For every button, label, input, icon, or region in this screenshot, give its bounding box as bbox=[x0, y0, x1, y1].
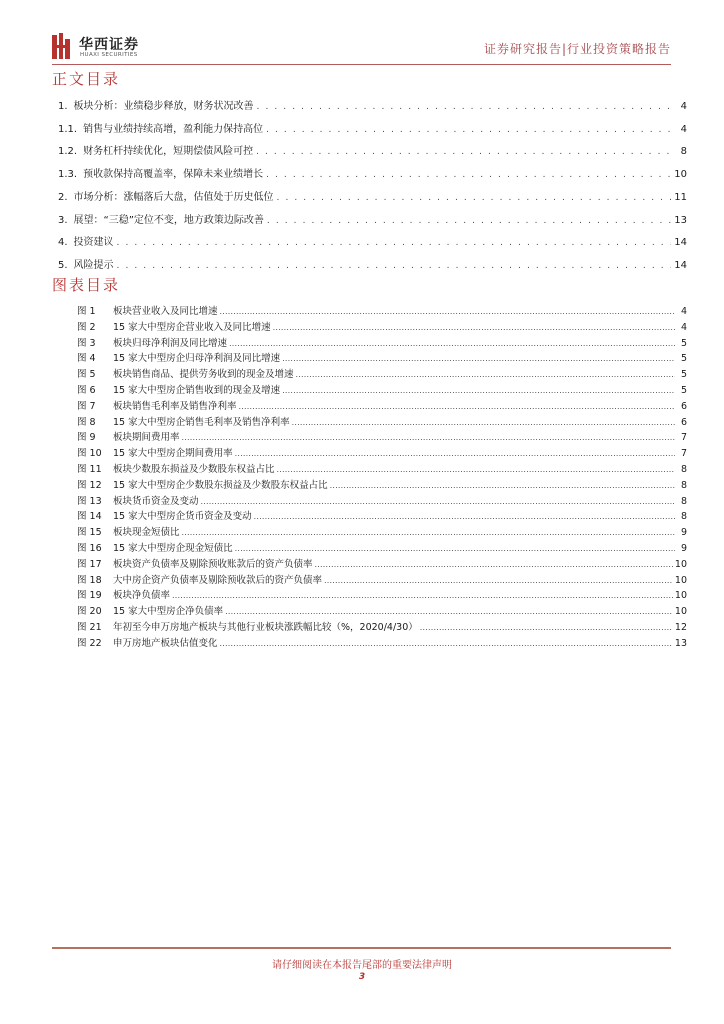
brand-name-en: HUAXI SECURITIES bbox=[80, 52, 138, 58]
figure-entry-label: 板块货币资金及变动 bbox=[113, 495, 199, 507]
toc-entry-label: 市场分析：涨幅落后大盘，估值处于历史低位 bbox=[73, 191, 274, 203]
figure-entry-number: 图 18 bbox=[77, 574, 102, 586]
figure-entry-label: 板块销售毛利率及销售净利率 bbox=[113, 400, 237, 412]
figure-entry[interactable] bbox=[77, 524, 687, 538]
figure-entry[interactable] bbox=[77, 540, 687, 554]
toc-entry-number: 2. bbox=[58, 191, 68, 203]
figure-entry-page: 10 bbox=[674, 590, 687, 602]
report-type: 证券研究报告|行业投资策略报告 bbox=[483, 42, 671, 56]
figure-entry-page: 12 bbox=[674, 622, 687, 633]
leader-dots bbox=[235, 544, 675, 553]
leader-dots bbox=[182, 528, 675, 537]
figure-entry-number: 图 9 bbox=[77, 432, 96, 444]
figure-entry-label: 15 家大中型房企期间费用率 bbox=[113, 448, 233, 460]
figure-entry-page: 4 bbox=[680, 321, 687, 333]
figure-entry-number: 图 12 bbox=[77, 479, 102, 491]
leader-dots bbox=[296, 370, 675, 379]
footer-divider bbox=[52, 947, 671, 949]
leader-dots bbox=[220, 307, 675, 316]
leader-dots bbox=[267, 216, 671, 226]
figure-entry-label: 15 家大中型房企净负债率 bbox=[113, 606, 224, 618]
leader-dots bbox=[201, 497, 675, 506]
leader-dots bbox=[324, 576, 673, 585]
legal-disclaimer: 请仔细阅读在本报告尾部的重要法律声明 bbox=[272, 960, 452, 971]
toc-entry-page: 8 bbox=[680, 146, 687, 158]
toc-entry-number: 4. bbox=[58, 237, 68, 249]
toc-entry[interactable] bbox=[58, 188, 687, 202]
figure-entry-label: 板块归母净利润及同比增速 bbox=[113, 337, 228, 349]
toc-entry-page: 14 bbox=[674, 237, 687, 249]
header-divider bbox=[52, 64, 671, 65]
figure-entry-label: 15 家大中型房企货币资金及变动 bbox=[113, 511, 252, 523]
figure-entry-label: 15 家大中型房企营业收入及同比增速 bbox=[113, 321, 271, 333]
figure-entry-label: 板块资产负债率及剔除预收账款后的资产负债率 bbox=[113, 558, 313, 570]
figure-entry-number: 图 16 bbox=[77, 543, 102, 554]
figure-entry-label: 15 家大中型房企销售收到的现金及增速 bbox=[113, 385, 281, 396]
figure-entry-page: 9 bbox=[680, 527, 687, 539]
leader-dots bbox=[117, 261, 672, 271]
leader-dots bbox=[225, 607, 673, 616]
toc-entry-label: 板块分析：业绩稳步释放，财务状况改善 bbox=[73, 101, 254, 112]
toc-entry-number: 5. bbox=[58, 259, 68, 271]
figure-entry-page: 6 bbox=[680, 400, 687, 412]
figure-entry-number: 图 7 bbox=[77, 400, 96, 412]
figure-entry[interactable] bbox=[77, 445, 687, 459]
leader-dots bbox=[220, 639, 673, 648]
toc-entry-page: 13 bbox=[674, 214, 687, 226]
figure-entry[interactable] bbox=[77, 335, 687, 349]
figure-entry-label: 年初至今申万房地产板块与其他行业板块涨跌幅比较（%，2020/4/30） bbox=[113, 622, 418, 633]
figure-entry[interactable] bbox=[77, 398, 687, 412]
figure-entry[interactable] bbox=[77, 429, 687, 443]
toc-entry-number: 3. bbox=[58, 214, 68, 226]
figure-entry-number: 图 20 bbox=[77, 606, 102, 618]
figure-entry-label: 板块营业收入及同比增速 bbox=[113, 306, 218, 317]
toc-entry-label: 预收款保持高覆盖率，保障未来业绩增长 bbox=[83, 169, 264, 181]
figure-entry-page: 7 bbox=[680, 448, 687, 460]
figure-entry-page: 8 bbox=[680, 464, 687, 475]
figure-entry-page: 4 bbox=[680, 306, 687, 317]
figure-entry[interactable] bbox=[77, 366, 687, 380]
figure-entry-label: 15 家大中型房企现金短债比 bbox=[113, 543, 233, 554]
figure-entry[interactable] bbox=[77, 493, 687, 507]
page-number: 3 bbox=[358, 972, 366, 982]
figure-entry-label: 申万房地产板块估值变化 bbox=[113, 637, 218, 649]
toc-entry-page: 4 bbox=[680, 123, 687, 135]
figure-entry-page: 6 bbox=[680, 416, 687, 428]
figure-entry-number: 图 14 bbox=[77, 511, 102, 523]
leader-dots bbox=[235, 449, 675, 458]
figure-entry-number: 图 11 bbox=[77, 464, 102, 475]
figure-entry[interactable] bbox=[77, 382, 687, 396]
leader-dots bbox=[229, 339, 675, 348]
figures-title: 图表目录 bbox=[52, 276, 121, 294]
leader-dots bbox=[277, 193, 672, 203]
toc-entry-number: 1.1. bbox=[58, 123, 78, 135]
figure-entry[interactable] bbox=[77, 635, 687, 649]
figure-entry-page: 10 bbox=[674, 558, 687, 570]
toc-entry[interactable] bbox=[58, 233, 687, 247]
figure-entry-label: 板块销售商品、提供劳务收到的现金及增速 bbox=[113, 369, 294, 381]
figure-entry-number: 图 5 bbox=[77, 369, 96, 381]
leader-dots bbox=[256, 147, 674, 157]
figure-entry-label: 板块现金短债比 bbox=[113, 527, 180, 539]
toc-entry-page: 4 bbox=[680, 101, 687, 112]
leader-dots bbox=[282, 354, 675, 363]
toc-entry-page: 10 bbox=[674, 169, 687, 181]
leader-dots bbox=[239, 402, 675, 411]
figure-entry-number: 图 6 bbox=[77, 385, 96, 396]
figure-entry-number: 图 17 bbox=[77, 558, 102, 570]
figure-entry-label: 大中房企资产负债率及剔除预收款后的资产负债率 bbox=[113, 574, 323, 586]
toc-entry-number: 1.2. bbox=[58, 146, 78, 158]
figure-entry[interactable] bbox=[77, 619, 687, 633]
figure-entry-page: 8 bbox=[680, 479, 687, 491]
toc-entry[interactable] bbox=[58, 120, 687, 134]
toc-entry-page: 11 bbox=[674, 191, 687, 203]
figure-entry-number: 图 13 bbox=[77, 495, 102, 507]
toc-entry-label: 投资建议 bbox=[73, 237, 114, 249]
toc-entry[interactable] bbox=[58, 165, 687, 179]
figure-entry-number: 图 19 bbox=[77, 590, 102, 602]
figure-entry[interactable] bbox=[77, 319, 687, 333]
leader-dots bbox=[266, 125, 674, 135]
figure-entry[interactable] bbox=[77, 603, 687, 617]
page-header bbox=[0, 0, 724, 70]
figure-entry-number: 图 8 bbox=[77, 416, 96, 428]
figure-entry-number: 图 10 bbox=[77, 448, 102, 460]
figure-entry-number: 图 2 bbox=[77, 321, 96, 333]
figure-entry-page: 5 bbox=[680, 369, 687, 381]
figure-entry-page: 10 bbox=[674, 606, 687, 618]
leader-dots bbox=[182, 433, 675, 442]
figure-entry-label: 15 家大中型房企归母净利润及同比增速 bbox=[113, 353, 281, 365]
toc-entry-label: 风险提示 bbox=[73, 259, 114, 271]
toc-entry-label: 销售与业绩持续高增，盈利能力保持高位 bbox=[83, 123, 264, 135]
figure-entry-label: 板块期间费用率 bbox=[113, 432, 180, 444]
leader-dots bbox=[273, 323, 675, 332]
leader-dots bbox=[266, 170, 671, 180]
figure-entry[interactable] bbox=[77, 303, 687, 317]
figure-entry-page: 10 bbox=[674, 574, 687, 586]
leader-dots bbox=[315, 560, 673, 569]
figure-entry-label: 15 家大中型房企销售毛利率及销售净利率 bbox=[113, 416, 290, 428]
figure-entry-number: 图 15 bbox=[77, 527, 102, 539]
figure-entry-page: 7 bbox=[680, 432, 687, 444]
leader-dots bbox=[254, 512, 675, 521]
toc-entry-number: 1.3. bbox=[58, 169, 78, 181]
toc-entry-page: 14 bbox=[674, 259, 687, 271]
figure-entry[interactable] bbox=[77, 587, 687, 601]
figure-entry-page: 8 bbox=[680, 511, 687, 523]
leader-dots bbox=[277, 465, 675, 474]
figure-entry-label: 板块净负债率 bbox=[113, 590, 171, 602]
leader-dots bbox=[117, 238, 672, 248]
figure-entry-number: 图 22 bbox=[77, 637, 102, 649]
leader-dots bbox=[330, 481, 675, 490]
toc-entry-label: 展望：“三稳”定位不变，地方政策边际改善 bbox=[73, 214, 264, 226]
figure-entry-number: 图 1 bbox=[77, 306, 96, 317]
leader-dots bbox=[257, 102, 674, 112]
leader-dots bbox=[292, 418, 675, 427]
figure-entry-number: 图 3 bbox=[77, 337, 96, 349]
figure-entry[interactable] bbox=[77, 508, 687, 522]
toc-entry[interactable] bbox=[58, 97, 687, 111]
figure-entry-page: 8 bbox=[680, 495, 687, 507]
figure-entry-page: 5 bbox=[680, 337, 687, 349]
toc-entry[interactable] bbox=[58, 211, 687, 225]
figure-entry-number: 图 4 bbox=[77, 353, 96, 365]
figure-entry[interactable] bbox=[77, 556, 687, 570]
huaxi-logo-icon bbox=[52, 33, 72, 59]
figure-entry-page: 13 bbox=[674, 637, 687, 649]
figure-entry-number: 图 21 bbox=[77, 622, 102, 633]
figure-entry-page: 9 bbox=[680, 543, 687, 554]
brand-name: 华西证券 bbox=[79, 37, 139, 53]
toc-title: 正文目录 bbox=[52, 70, 121, 88]
leader-dots bbox=[420, 623, 673, 632]
figure-entry-page: 5 bbox=[680, 385, 687, 396]
leader-dots bbox=[172, 591, 673, 600]
leader-dots bbox=[282, 386, 675, 395]
toc-entry[interactable] bbox=[58, 256, 687, 270]
figure-entry[interactable] bbox=[77, 572, 687, 586]
toc-entry[interactable] bbox=[58, 142, 687, 156]
figure-entry-label: 15 家大中型房企少数股东损益及少数股东权益占比 bbox=[113, 479, 328, 491]
figure-entry-label: 板块少数股东损益及少数股东权益占比 bbox=[113, 464, 275, 475]
toc-entry-label: 财务杠杆持续优化，短期偿债风险可控 bbox=[83, 146, 254, 158]
figure-entry[interactable] bbox=[77, 350, 687, 364]
figure-entry[interactable] bbox=[77, 477, 687, 491]
figure-entry-page: 5 bbox=[680, 353, 687, 365]
figure-entry[interactable] bbox=[77, 461, 687, 475]
toc-entry-number: 1. bbox=[58, 101, 68, 112]
figure-entry[interactable] bbox=[77, 414, 687, 428]
